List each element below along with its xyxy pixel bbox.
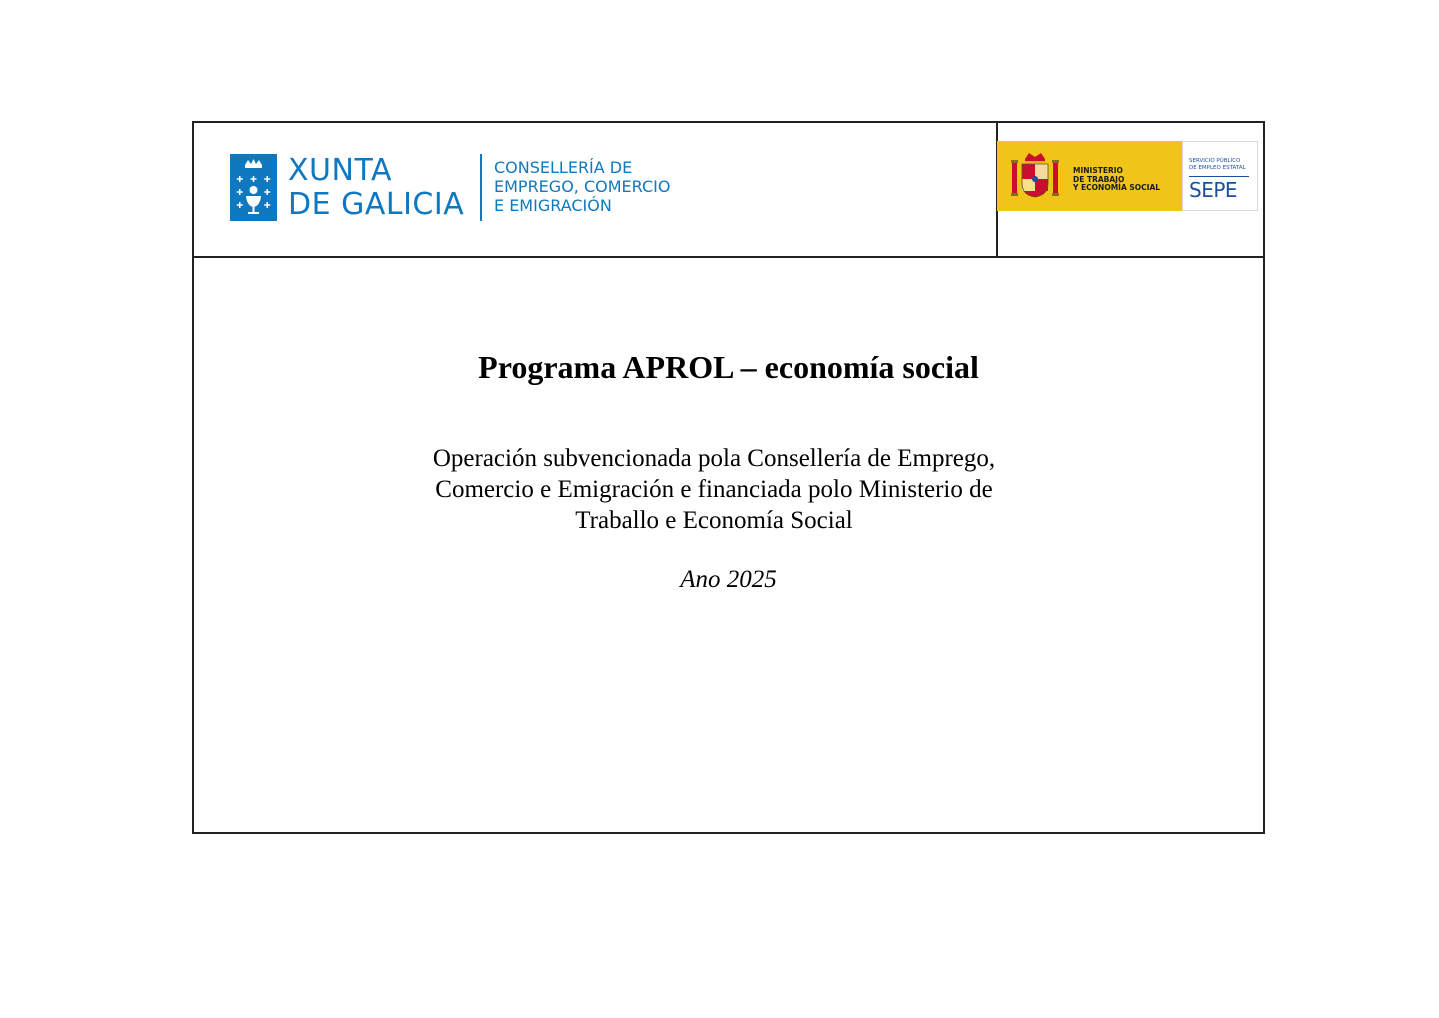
ministerio-line1: MINISTERIO [1073,166,1123,175]
xunta-name-line2: DE GALICIA [288,187,465,222]
xunta-logo [230,154,700,222]
xunta-separator [480,154,482,221]
sepe-logo [1182,141,1258,211]
sepe-line1: SERVICIO PÚBLICO [1189,158,1241,164]
xunta-department [494,158,670,215]
ministerio-line3: Y ECONOMÍA SOCIAL [1073,183,1161,192]
funding-line1: Operación subvencionada pola Consellería de Emprego, [432,445,996,472]
document-title: Programa APROL – economía social [478,349,979,385]
sepe-line2: DE EMPLEO ESTATAL [1189,165,1246,171]
sepe-name: SEPE [1189,178,1238,202]
xunta-dept-line2: EMPREGO, COMERCIO [494,177,671,196]
funding-statement [344,443,1084,536]
xunta-name-line1: XUNTA [288,153,392,188]
document-year: Ano 2025 [680,566,777,593]
ministerio-line2: DE TRABAJO [1073,174,1125,184]
ministerio-logo [997,141,1182,211]
ministerio-name [1073,167,1160,193]
funding-line3: Traballo e Economía Social [575,507,853,534]
xunta-dept-line1: CONSELLERÍA DE [494,158,633,177]
document-frame [192,121,1265,834]
sepe-rule [1189,176,1249,177]
xunta-name [288,154,464,222]
header-row [194,123,1263,258]
sepe-subtitle [1189,158,1246,172]
spain-coat-of-arms-icon [1009,149,1061,206]
xunta-shield-icon [230,154,277,221]
funding-line2: Comercio e Emigración e financiada polo Ministerio de [435,476,993,503]
xunta-dept-line3: E EMIGRACIÓN [494,196,612,215]
